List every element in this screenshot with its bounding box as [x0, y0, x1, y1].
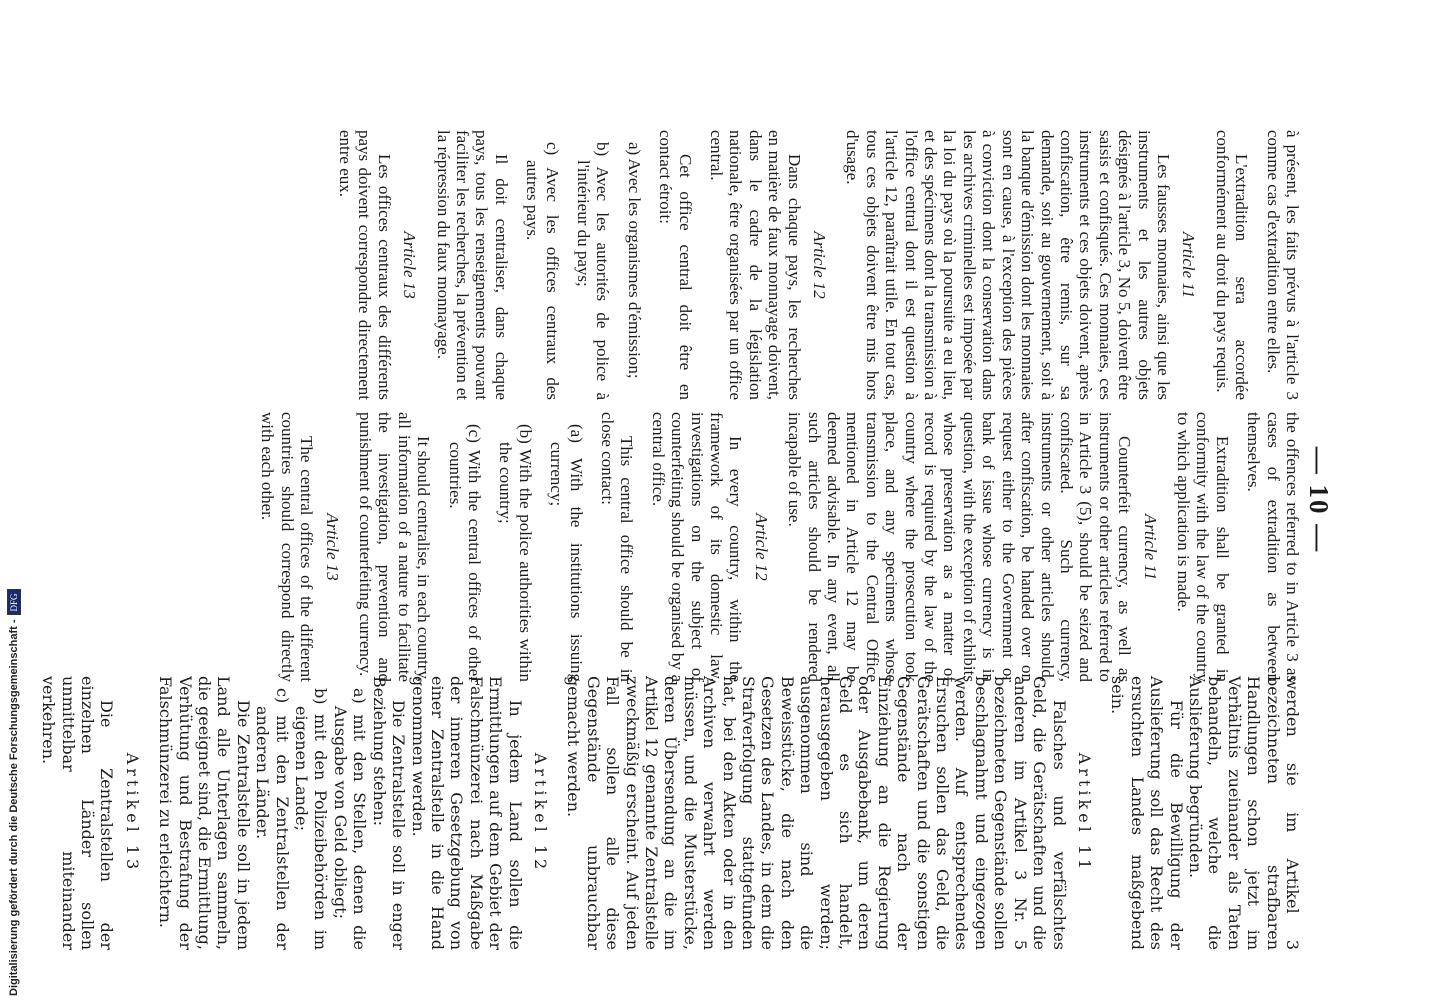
french-article-12-centralise: Il doit centraliser, dans chaque pays, tous les renseignements pouvant faciliter les recherches, la prévention et la répression du faux monnayage.	[433, 130, 511, 400]
english-article-13-text: The central offices of the different countries should correspond directly with each other.	[258, 412, 317, 682]
german-article-13-text: Die Zentralstellen der einzelnen Länder sollen unmittelbar miteinander verkehren.	[39, 676, 117, 950]
german-article-12-title: Artikel 12	[530, 752, 550, 874]
german-column	[39, 676, 1302, 950]
french-article-12-item-a: a) Avec les organismes d'émission;	[624, 142, 644, 379]
french-article-13-title: Article 13	[400, 231, 420, 299]
german-intro: werden sie im Artikel 3 bezeichneten strafbaren Handlungen schon jetzt im Verhältnis zueinander als Taten behandeln, welche die Auslieferung begründen.	[1185, 676, 1302, 950]
german-article-12-item-b: b) mit den Polizeibehörden im eigenen Lande;	[292, 688, 331, 950]
french-article-11-title: Article 11	[1179, 231, 1199, 299]
german-article-11-text: Falsches und verfälschtes Geld, die Gerätschaften und die anderen im Artikel 3 Nr. 5 bezeichneten Gegenstände sollen beschlagnahmt und eingezogen werden. Auf entsprechendes Ersuchen sollen das Geld, die Gerätschaften und die sonstigen Gegenstände nach der Einziehung an die Regierung oder Ausgabebank, um deren Geld es sich handelt, herausgegeben werden; ausgenommen sind die Beweisstücke, die nach den Gesetzen des Landes, in dem die Strafverfolgung stattgefunden hat, bei den Akten oder in den Archiven verwahrt werden müssen, und die Musterstücke, deren Übersendung an die im Artikel 12 genannte Zentralstelle zweckmäßig erscheint. Auf jeden Fall sollen alle diese Gegenstände unbrauchbar gemacht werden.	[564, 676, 1069, 950]
french-article-12-text: Dans chaque pays, les recherches en matière de faux monnayage doivent, dans le cadre de la législation nationale, être organisées par un office central.	[707, 130, 804, 400]
german-article-12-item-c: c) mit den Zentralstellen der anderen Länder.	[253, 688, 292, 950]
english-article-11-text: Counterfeit currency, as well as instruments or other articles referred to in Article 3 (5), should be seized and confiscated. Such currency, instruments or other articles should, after confiscation, be handed over on request either to the Government or bank of issue whose currency is in question, with the exception of exhibits whose preservation as a matter of record is required by the law of the country where the prosecution took place, and any specimens whose transmission to the Central Office mentioned in Article 12 may be deemed advisable. In any event, all such articles should be rendered incapable of use.	[785, 412, 1135, 682]
english-article-12-text: In every country, within the framework of its domestic law, investigations on the subject of counterfeiting should be organised by a central office.	[648, 412, 746, 682]
french-extradition: L'extradition sera accordée conformément au droit du pays requis.	[1212, 130, 1252, 400]
german-article-12-text: In jedem Land sollen die Ermittlungen auf dem Gebiet der Falschmünzerei nach Maßgabe der inneren Gesetzgebung von einer Zentralstelle in die Hand genommen werden.	[408, 676, 525, 950]
french-article-13-text: Les offices centraux des différents pays doivent correspondre directement entre eux.	[335, 130, 394, 400]
german-article-12-contact: Die Zentralstelle soll in enger Beziehung stehen:	[369, 676, 409, 950]
german-article-13-title: Artikel 13	[122, 752, 142, 874]
french-article-12-item-c: c) Avec les offices centraux des autres pays.	[523, 142, 562, 400]
english-extradition: Extradition shall be granted in conformity with the law of the country to which application is made.	[1173, 412, 1232, 682]
digitization-footer	[4, 589, 22, 996]
german-article-12-centralise: Die Zentralstelle soll in jedem Land alle Unterlagen sammeln, die geeignet sind, die Ermittlung, Verhütung und Bestrafung der Falschmünzerei zu erleichtern.	[156, 676, 253, 950]
english-intro: the offences referred to in Article 3 as cases of extradition as between themselves.	[1244, 412, 1302, 682]
french-article-11-text: Les fausses monnaies, ainsi que les instruments et les autres objets désignés à l'article 3, No 5, doivent être saisis et confisqués. Ces monnaies, ces instruments et ces objets doivent, après confiscation, être remis, sur sa demande, soit au gouvernement, soit à la banque d'émission dont les monnaies sont en cause, à l'exception des pièces à conviction dont la conservation dans les archives criminelles est imposée par la loi du pays où la poursuite a eu lieu, et des spécimens dont la transmission à l'office central dont il est question à l'article 12, paraîtrait utile. En tout cas, tous ces objets doivent être mis hors d'usage.	[843, 130, 1173, 400]
english-article-12-item-a: (a) With the institutions issuing currency;	[547, 424, 586, 682]
english-article-12-centralise: It should centralise, in each country, all information of a nature to facilitate the investigation, prevention and punishment of counterfeiting currency.	[355, 412, 434, 682]
french-article-12-item-b: b) Avec les autorités de police à l'intérieur du pays;	[574, 142, 613, 400]
french-article-12-contact: Cet office central doit être en contact étroit:	[656, 130, 695, 400]
english-article-12-title: Article 12	[751, 513, 771, 581]
footer-text: Digitalisierung gefördert durch die Deutsche Forschungsgemeinschaft -	[8, 619, 20, 996]
french-column	[336, 130, 1302, 400]
english-article-12-item-b: (b) With the police authorities within the country;	[496, 424, 535, 682]
english-article-12-item-c: (c) With the central offices of other countries.	[445, 424, 484, 682]
page-number: — 10 —	[1304, 446, 1334, 554]
english-column	[258, 412, 1302, 682]
german-article-11-title: Artikel 11	[1074, 752, 1094, 874]
english-article-13-title: Article 13	[322, 513, 342, 581]
english-article-11-title: Article 11	[1140, 513, 1160, 581]
english-article-12-contact: This central office should be in close contact:	[598, 412, 637, 682]
french-intro: à présent, les faits prévus à l'article 3 comme cas d'extradition entre elles.	[1263, 130, 1302, 400]
dfg-logo: DFG	[7, 589, 21, 615]
french-article-12-title: Article 12	[810, 231, 830, 299]
german-article-12-item-a: a) mit den Stellen, denen die Ausgabe von Geld obliegt;	[330, 688, 370, 950]
german-extradition: Für die Bewilligung der Auslieferung soll das Recht des ersuchten Landes maßgebend sein.	[1108, 676, 1186, 950]
